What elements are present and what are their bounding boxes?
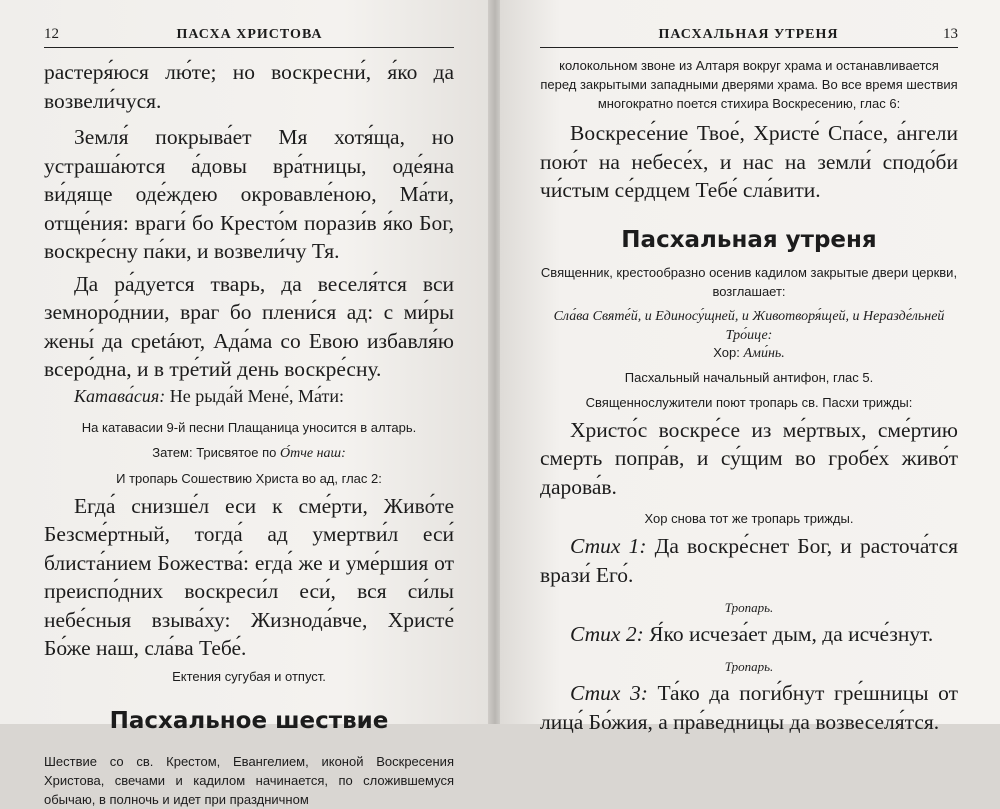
rubric-trisagion-prefix: Затем: Трисвятое по [152,444,280,460]
troparion-descent: Егда́ снизше́л еси к сме́рти, Живо́те Безсме́ртный, тогда́ ад умертви́л еси́ блиста́нием Божества́: егда́ же и уме́ршия от преиспо́дних воскреси́л еси́, вся си́лы небе́сныя взыва́ху: Жизнода́вче, Христе́ Бо́же наш, сла́ва Тебе́. [44,493,454,660]
procession-description: Шествие со св. Крестом, Евангелием, иконой Воскресения Христова, свечами и кадилом начинается, по сложившемуся обычаю, в полночь и идет при праздничном [44,753,454,807]
left-paragraph-2: Земля́ покрыва́ет Мя хотя́ща, но устраша́ются а́довы вра́тницы, оде́яна ви́дяще оде́ждею окровавле́ною, Ма́ти, отще́ния: враги́ бо Кресто́м порази́в я́ко Бог, воскре́сну па́ки, и возвели́чу Тя. [44,125,454,263]
left-running-head: ПАСХА ХРИСТОВА [176,27,323,42]
choir-amen-line [540,345,958,362]
katavasia-label: Катава́сия: [74,385,166,406]
tropar-label-1: Тропарь. [724,600,774,615]
right-page-header [540,26,958,48]
verse-3 [540,679,958,737]
right-page [500,0,1000,734]
rubric-ektenia: Ектения сугубая и отпуст. [172,668,326,684]
right-running-head: ПАСХАЛЬНАЯ УТРЕНЯ [658,27,839,42]
choir-label: Хор: [713,344,744,360]
rubric-clergy-sing: Священнослужители поют тропарь св. Пасхи трижды: [585,394,913,410]
left-page-number: 12 [44,26,59,42]
section-title-procession: Пасхальное шествие [109,707,389,734]
stichera-resurrection: Воскресе́ние Твое́, Христе́ Спа́се, а́нгели пою́т на небесе́х, и нас на земли́ сподо́би чи́стым се́рдцем Тебе́ сла́вити. [540,121,958,202]
katavasia-text: Не рыда́й Мене́, Ма́ти: [165,385,344,406]
tropar-label-2: Тропарь. [724,659,774,674]
verse-2 [540,620,958,649]
paschal-troparion: Христо́с воскре́се из ме́ртвых, сме́ртию смерть попра́в, и су́щим во гробе́х живо́т дарова́в. [540,417,958,499]
procession-continued: колокольном звоне из Алтаря вокруг храма и останавливается перед закрытыми западными дверями храма. Во все время шествия многократно поется стихира Воскресению, глас 6: [540,58,958,111]
exclamation-glory: Сла́ва Святе́й, и Единосу́щней, и Животворя́щей, и Неразде́льней Тро́ице: [553,308,945,343]
rubric-choir-again: Хор снова тот же тропарь трижды. [644,511,854,526]
rubric-priest-censing: Священник, крестообразно осенив кадилом закрытые двери церкви, возглашает: [540,264,958,299]
rubric-trisagion [44,443,454,463]
section-title-matins: Пасхальная утреня [621,226,877,253]
right-page-number: 13 [942,26,958,42]
verse-1-text: Да воскре́снет Бог, и расточа́тся врази́ Его́. [540,534,959,587]
rubric-troparion-intro: И тропарь Сошествию Христа во ад, глас 2: [116,470,382,486]
verse-1 [540,532,958,590]
verse-2-text: Я́ко исчеза́ет дым, да исче́знут. [643,622,934,646]
verse-3-label: Стих 3: [570,681,648,705]
verse-2-label: Стих 2: [570,622,644,646]
rubric-trisagion-italic: О́тче наш: [279,445,346,461]
verse-3-text: Та́ко да поги́бнут гре́шницы от лица́ Бо́жия, а пра́ведницы да возвеселя́тся. [540,681,959,734]
choir-amen: Ами́нь. [743,345,785,361]
left-paragraph-3: Да ра́дуется тварь, да веселя́тся вси земноро́днии, враг бо плени́ся ад: с ми́ры жены́ да среtáют, Ада́ма со Евою избавля́ю всеро́дна, и в тре́тий день воскре́сну. [44,271,454,381]
katavasia-line [44,384,454,408]
rubric-antiphon: Пасхальный начальный антифон, глас 5. [624,369,874,385]
verse-1-label: Стих 1: [570,534,647,558]
left-page-header [44,26,454,48]
rubric-plashchanitsa: На катавасии 9-й песни Плащаница уносится в алтарь. [81,419,417,435]
left-paragraph-1: растеря́юся лю́те; но воскресни́, я́ко да возвели́чуся. [44,60,454,113]
left-page [0,0,490,807]
